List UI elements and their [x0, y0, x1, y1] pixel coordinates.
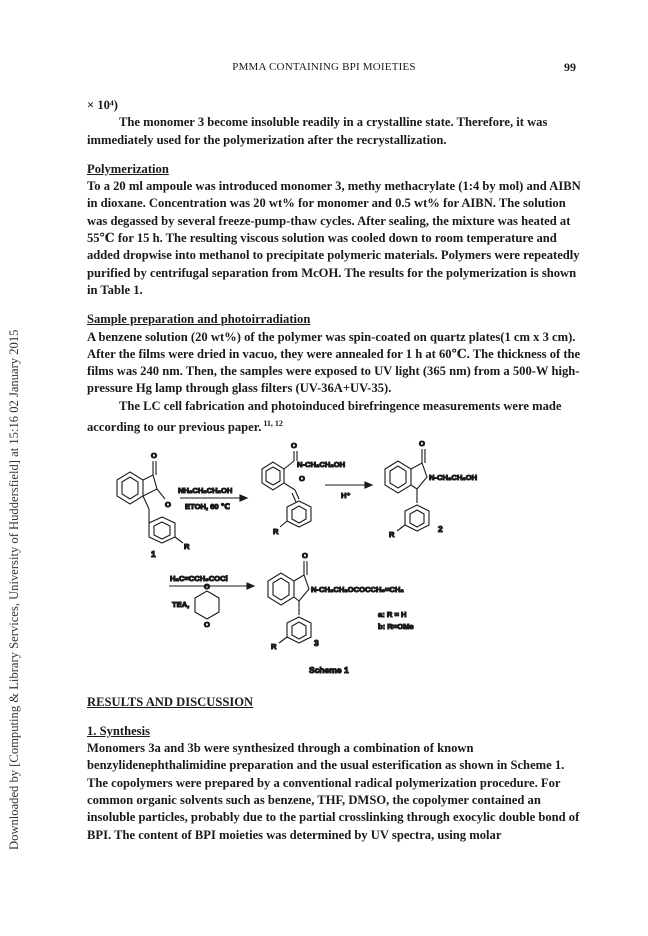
dioxane-bottom-O: O [204, 619, 210, 629]
running-header [0, 59, 648, 75]
compound-1-structure [117, 461, 183, 543]
running-title: PMMA CONTAINING BPI MOIETIES [232, 61, 416, 73]
reference-marks: 11, 12 [261, 419, 283, 429]
compound-2-R: R [389, 529, 395, 539]
scheme-caption: Scheme 1 [309, 664, 349, 675]
compound-1-R: R [184, 541, 190, 551]
compound-3-number: 3 [314, 637, 319, 648]
intermediate-ketone-O: O [299, 473, 305, 483]
compound-1-ring-O: O [165, 499, 171, 509]
heading-results: RESULTS AND DISCUSSION [87, 694, 254, 709]
substituent-legend-b: b: R=OMe [378, 621, 414, 631]
dioxane-top-O: O [204, 581, 210, 591]
compound-3-structure [268, 561, 311, 643]
intermediate-O: O [291, 440, 297, 450]
scheme-drawing [87, 437, 587, 682]
compound-3-R: R [271, 641, 277, 651]
heading-polymerization: Polymerization [87, 161, 169, 176]
reagent-ethanolamine: NH₂CH₂CH₂OH [178, 485, 233, 495]
paragraph-sample-preparation: A benzene solution (20 wt%) of the polymer was spin-coated on quartz plates(1 cm x 3 cm). After the films were dried in vacuo, they were annealed for 1 h at 60℃. The thickness of the films was 240 nm. Then, the samples were exposed to UV light (365 nm) from a 500-W high-pressure Hg lamp through glass filters (UV-36A+UV-35). [87, 329, 581, 396]
reagent-methacryloyl-chloride: H₂C=CCH₃COCl [170, 573, 228, 583]
heading-synthesis: 1. Synthesis [87, 723, 150, 738]
compound-3-O: O [302, 550, 308, 560]
paragraph-lc-cell [87, 398, 587, 437]
compound-2-O: O [419, 438, 425, 448]
reagent-triethylamine: TEA, [172, 599, 190, 609]
reagent-ethanol-conditions: ETOH, 60 ℃ [185, 501, 230, 511]
paragraph-monomer-insoluble: The monomer 3 become insoluble readily in a crystalline state. Therefore, it was immediately used for the polymerization after the recrystallization. [87, 115, 548, 147]
page-body [87, 97, 587, 844]
paragraph-synthesis: Monomers 3a and 3b were synthesized through a combination of known benzylidenephthalimidine preparation and the usual esterification as shown in Scheme 1. The copolymers were prepared by a conventional radical polymerization procedure. For common organic solvents such as benzene, THF, DMSO, the copolymer contained an insoluble particles, probably due to the partial crosslinking through exocylic double bond of BPI. The content of BPI moieties was determined by UV spectra, using molar [87, 741, 580, 842]
compound-3-ester-chain: N-CH₂CH₂OCOCCH₃=CH₂ [311, 584, 404, 594]
paragraph-polymerization: To a 20 ml ampoule was introduced monomer 3, methy methacrylate (1:4 by mol) and AIBN in dioxane. Concentration was 20 wt% for monomer and 0.5 wt% for AIBN. The solution was degassed by several freeze-pump-thaw cycles. After sealing, the mixture was heated at 55℃ for 15 h. The resulting viscous solution was cooled down to room temperature and added dropwise into methanol to precipitate polymeric materials. Polymers were repeatedly purified by centrifugal separation from McOH. The results for the polymerization is shown in Table 1. [87, 179, 581, 297]
paragraph-continuation: × 10⁴) [87, 98, 118, 112]
compound-2-amide: N-CH₂CH₂OH [429, 472, 478, 482]
reaction-scheme [87, 437, 587, 682]
lc-cell-text: The LC cell fabrication and photoinduced birefringence measurements were made according to our previous paper. [87, 398, 562, 435]
page-number: 99 [564, 60, 576, 74]
substituent-legend-a: a: R = H [378, 609, 407, 619]
compound-2-structure [385, 449, 429, 531]
intermediate-amide: N-CH₂CH₂OH [297, 459, 346, 469]
download-watermark [6, 120, 22, 850]
download-watermark-text: Downloaded by [Computing & Library Services, University of Huddersfield] at 15:16 02 January 2015 [7, 329, 21, 850]
compound-1-number: 1 [151, 548, 156, 559]
reagent-acid: H⁺ [341, 490, 351, 500]
heading-sample-preparation: Sample preparation and photoirradiation [87, 312, 311, 327]
compound-2-number: 2 [438, 523, 443, 534]
intermediate-R: R [273, 526, 279, 536]
compound-1-carbonyl-O: O [151, 450, 157, 460]
dioxane-structure [195, 591, 219, 619]
